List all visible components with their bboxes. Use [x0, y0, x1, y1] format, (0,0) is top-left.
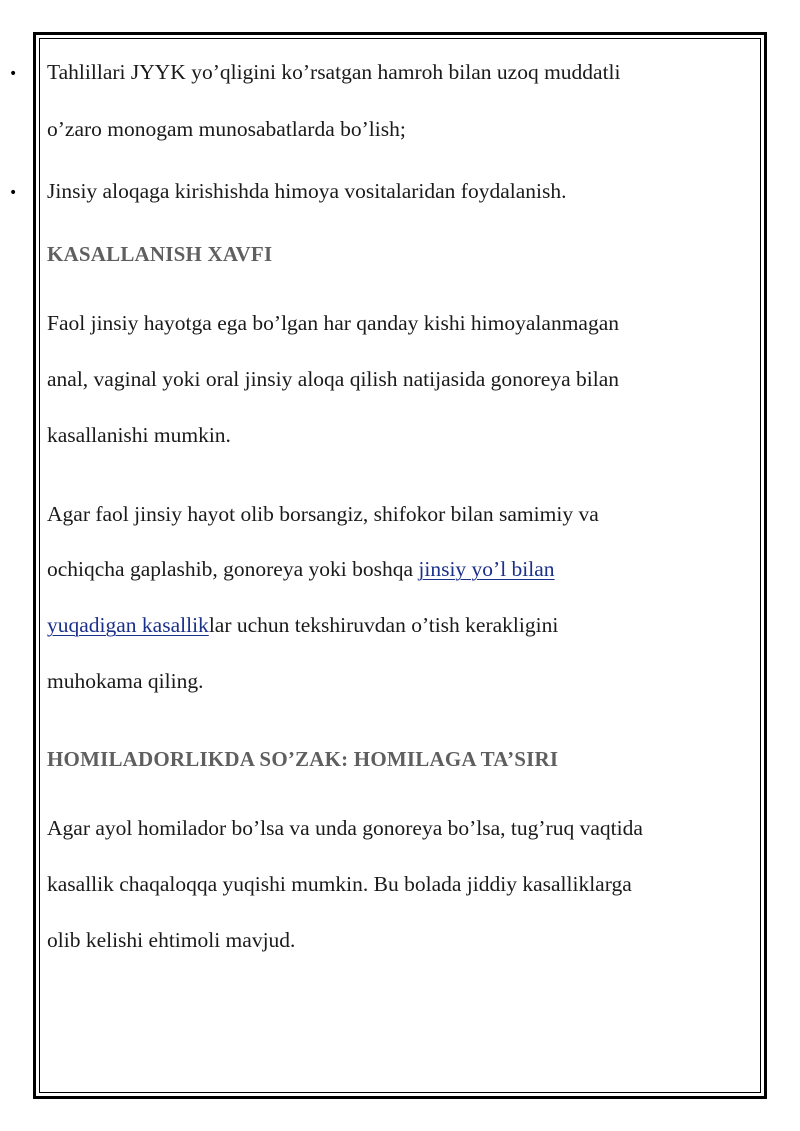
paragraph-line: kasallik chaqaloqqa yuqishi mumkin. Bu bolada jiddiy kasalliklarga	[47, 872, 632, 896]
bullet-item-2-line-1: Jinsiy aloqaga kirishishda himoya vositalaridan foydalanish.	[47, 179, 567, 203]
paragraph-line	[47, 557, 555, 581]
paragraph-line: anal, vaginal yoki oral jinsiy aloqa qilish natijasida gonoreya bilan	[47, 367, 619, 391]
paragraph-line: muhokama qiling.	[47, 669, 204, 693]
std-link-continued[interactable]: yuqadigan kasallik	[47, 613, 209, 637]
bullet-marker: •	[9, 66, 18, 82]
paragraph-text: ochiqcha gaplashib, gonoreya yoki boshqa	[47, 557, 419, 581]
section-heading-homiladorlikda: HOMILADORLIKDA SO’ZAK: HOMILAGA TA’SIRI	[47, 747, 559, 771]
paragraph-line: olib kelishi ehtimoli mavjud.	[47, 928, 296, 952]
bullet-item-1-line-2: o’zaro monogam munosabatlarda bo’lish;	[47, 117, 406, 141]
bullet-item-1-line-1: Tahlillari JYYK yo’qligini ko’rsatgan hamroh bilan uzoq muddatli	[47, 60, 621, 84]
paragraph-line: kasallanishi mumkin.	[47, 423, 231, 447]
paragraph-line: Faol jinsiy hayotga ega bo’lgan har qanday kishi himoyalanmagan	[47, 311, 619, 335]
section-heading-kasallanish-xavfi: KASALLANISH XAVFI	[47, 242, 273, 266]
paragraph-line	[47, 613, 558, 637]
bullet-marker: •	[9, 185, 18, 201]
std-link[interactable]: jinsiy yo’l bilan	[418, 557, 555, 581]
paragraph-line: Agar ayol homilador bo’lsa va unda gonoreya bo’lsa, tug’ruq vaqtida	[47, 816, 643, 840]
paragraph-line: Agar faol jinsiy hayot olib borsangiz, shifokor bilan samimiy va	[47, 502, 599, 526]
paragraph-text: lar uchun tekshiruvdan o’tish kerakligini	[208, 613, 559, 637]
